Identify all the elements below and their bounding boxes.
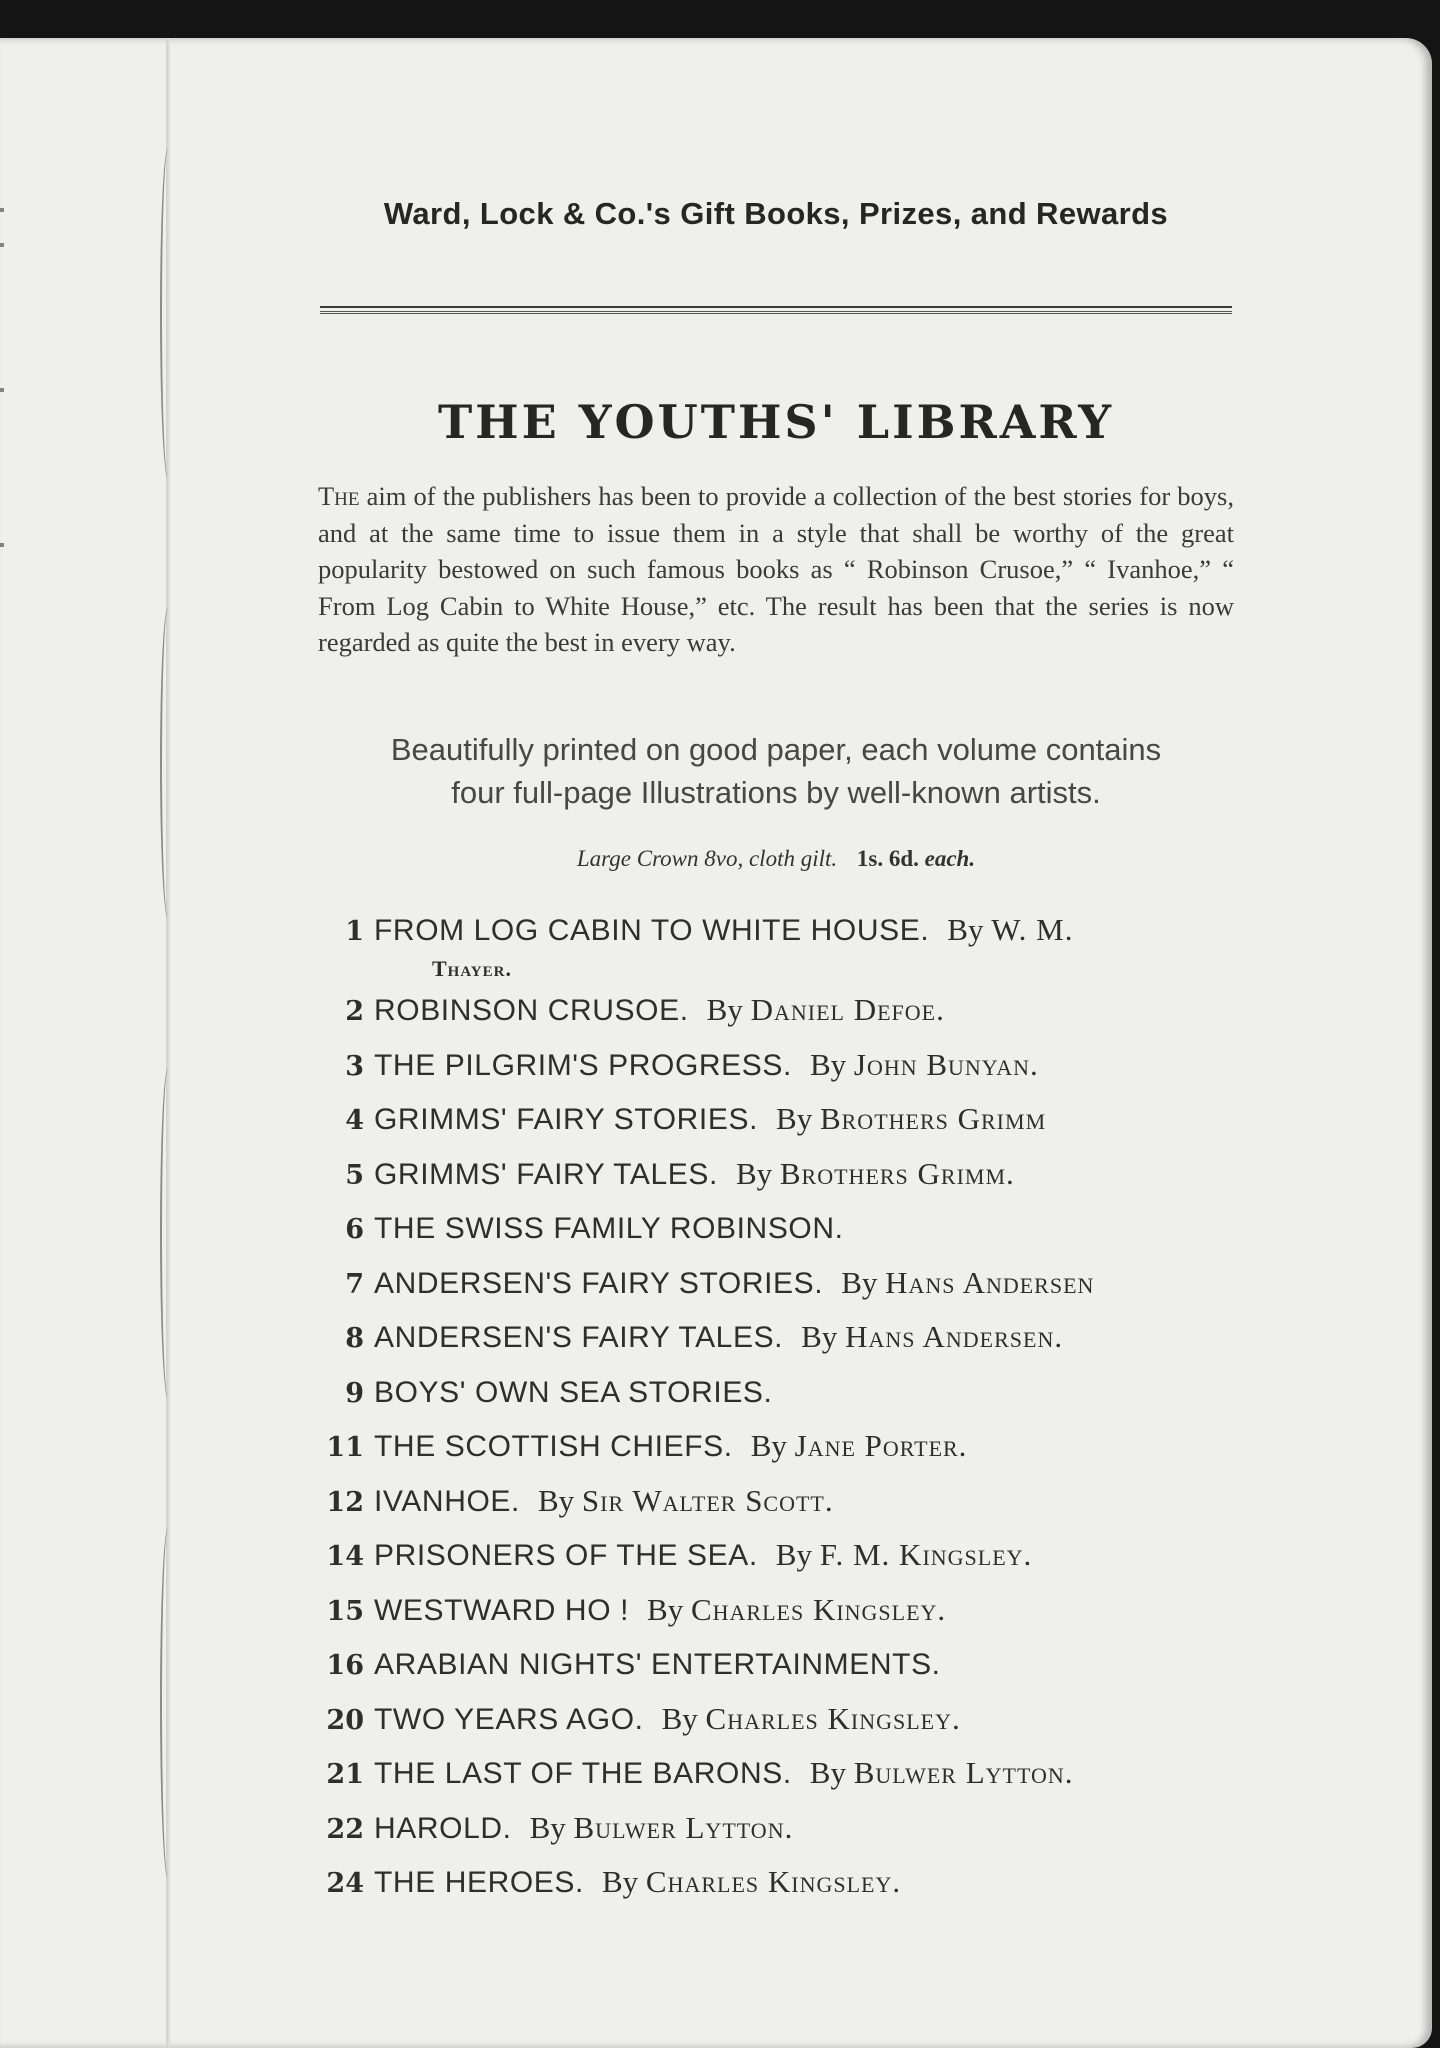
book-author: Sir Walter Scott.: [581, 1482, 834, 1518]
book-list-item: [300, 1202, 1250, 1257]
book-list-item: [300, 1039, 1250, 1094]
book-author: Jane Porter.: [794, 1428, 968, 1463]
feature-statement: [310, 728, 1242, 814]
book-number: 12: [326, 1486, 364, 1518]
book-number: 5: [345, 1159, 364, 1191]
page-title: THE YOUTHS' LIBRARY: [437, 395, 1115, 449]
margin-mark: [0, 243, 4, 247]
edition-text: Large Crown 8vo, cloth gilt.: [576, 846, 838, 871]
book-by: By: [775, 1537, 812, 1572]
book-title: WESTWARD HO !: [374, 1593, 630, 1627]
page-header: Ward, Lock & Co.'s Gift Books, Prizes, and Rewards: [383, 196, 1169, 231]
price: 1s. 6d.: [856, 846, 919, 871]
price-each: each.: [924, 846, 976, 871]
book-list-item: [300, 1638, 1250, 1693]
margin-mark: [0, 543, 4, 547]
book-title: THE LAST OF THE BARONS.: [374, 1757, 792, 1790]
book-title: ANDERSEN'S FAIRY STORIES.: [374, 1266, 824, 1300]
book-author: W. M.: [991, 912, 1074, 947]
book-title: GRIMMS' FAIRY STORIES.: [374, 1103, 759, 1136]
binding-stitch: [160, 1528, 176, 1878]
book-title: PRISONERS OF THE SEA.: [374, 1539, 758, 1572]
book-by: By: [947, 912, 984, 947]
book-list-item: [300, 1148, 1250, 1203]
feature-line: Beautifully printed on good paper, each volume contains: [390, 732, 1162, 767]
book-list-item: [300, 908, 1250, 984]
header-rule: [320, 306, 1232, 314]
book-title: THE SWISS FAMILY ROBINSON.: [374, 1212, 844, 1245]
binding-stitch: [160, 1068, 176, 1398]
book-page: [0, 38, 1432, 2048]
book-number: 2: [345, 996, 364, 1027]
book-author: Charles Kingsley.: [690, 1591, 947, 1627]
intro-text: aim of the publishers has been to provide a collection of the best stories for boys, and at the same time to issue them in a style that shall be worthy of the great popularity bestowed on such famous books as “ Robinson Crusoe,” “ Ivanhoe,” “ From Log Cabin to White House,” etc. The result has been that the series is now regarded as quite the best in every way.: [318, 481, 1234, 657]
book-number: 9: [345, 1377, 364, 1409]
book-list-item: [300, 1311, 1250, 1366]
edition-format: [320, 846, 1232, 872]
book-list-item: [300, 1584, 1250, 1639]
intro-lead: The: [318, 481, 360, 511]
book-number: 22: [326, 1813, 364, 1845]
book-author: Charles Kingsley.: [645, 1864, 902, 1899]
book-number: 1: [345, 916, 364, 947]
margin-mark: [0, 208, 4, 212]
binding-stitch: [160, 148, 176, 478]
book-author: Charles Kingsley.: [705, 1700, 961, 1736]
book-by: By: [735, 1155, 773, 1191]
book-by: By: [809, 1755, 846, 1790]
book-author: Hans Andersen.: [845, 1319, 1064, 1354]
book-title: IVANHOE.: [374, 1484, 520, 1518]
book-title: TWO YEARS AGO.: [374, 1702, 644, 1736]
book-number: 14: [326, 1541, 364, 1572]
book-number: 11: [326, 1432, 364, 1463]
book-by: By: [776, 1101, 813, 1136]
book-author-continued: Thayer.: [432, 956, 512, 981]
book-list-item: [300, 984, 1250, 1039]
book-by: By: [647, 1591, 684, 1627]
book-list-item: [300, 1420, 1250, 1475]
book-number: 6: [345, 1214, 364, 1245]
book-list-item: [300, 1257, 1250, 1312]
binding-stitch: [160, 608, 176, 918]
book-title: GRIMMS' FAIRY TALES.: [374, 1157, 718, 1191]
book-author: Brothers Grimm.: [779, 1155, 1015, 1191]
book-number: 8: [345, 1323, 364, 1354]
book-by: By: [841, 1264, 878, 1300]
book-number: 20: [326, 1704, 364, 1736]
feature-line: four full-page Illustrations by well-known artists.: [451, 775, 1101, 810]
intro-paragraph: [318, 478, 1234, 661]
book-number: 21: [326, 1759, 364, 1790]
book-list-item: [300, 1475, 1250, 1530]
book-number: 24: [326, 1868, 364, 1899]
book-by: By: [601, 1864, 639, 1899]
margin-mark: [0, 388, 4, 392]
book-list-item: [300, 1366, 1250, 1421]
book-list-item: [300, 1529, 1250, 1584]
book-title: ROBINSON CRUSOE.: [374, 994, 689, 1027]
book-title: THE HEROES.: [374, 1866, 584, 1899]
book-title: FROM LOG CABIN TO WHITE HOUSE.: [374, 914, 930, 947]
book-title: ANDERSEN'S FAIRY TALES.: [374, 1321, 784, 1354]
book-by: By: [809, 1046, 847, 1082]
book-number: 15: [326, 1595, 364, 1627]
book-title: ARABIAN NIGHTS' ENTERTAINMENTS.: [374, 1648, 941, 1681]
book-number: 16: [326, 1650, 364, 1681]
book-by: By: [706, 992, 743, 1027]
book-list-item: [300, 1747, 1250, 1802]
book-number: 4: [345, 1105, 364, 1136]
book-author: F. M. Kingsley.: [819, 1537, 1033, 1572]
book-title: HAROLD.: [374, 1811, 512, 1845]
book-author: Bulwer Lytton.: [573, 1809, 794, 1845]
book-author: Brothers Grimm: [819, 1101, 1047, 1136]
book-list-item: [300, 1093, 1250, 1148]
book-number: 7: [345, 1268, 364, 1300]
book-list-item: [300, 1802, 1250, 1857]
book-by: By: [529, 1809, 566, 1845]
book-title: THE SCOTTISH CHIEFS.: [374, 1430, 733, 1463]
book-list: [300, 908, 1250, 1911]
book-author: Hans Andersen: [885, 1264, 1095, 1300]
book-by: By: [537, 1482, 575, 1518]
book-number: 3: [345, 1050, 364, 1082]
book-title: BOYS' OWN SEA STORIES.: [374, 1375, 773, 1409]
book-by: By: [801, 1319, 838, 1354]
book-author: Bulwer Lytton.: [853, 1755, 1074, 1790]
book-title: THE PILGRIM'S PROGRESS.: [374, 1048, 792, 1082]
book-by: By: [661, 1700, 698, 1736]
book-author: John Bunyan.: [853, 1046, 1039, 1082]
book-author: Daniel Defoe.: [750, 992, 945, 1027]
book-list-item: [300, 1856, 1250, 1911]
book-by: By: [750, 1428, 787, 1463]
book-list-item: [300, 1693, 1250, 1748]
